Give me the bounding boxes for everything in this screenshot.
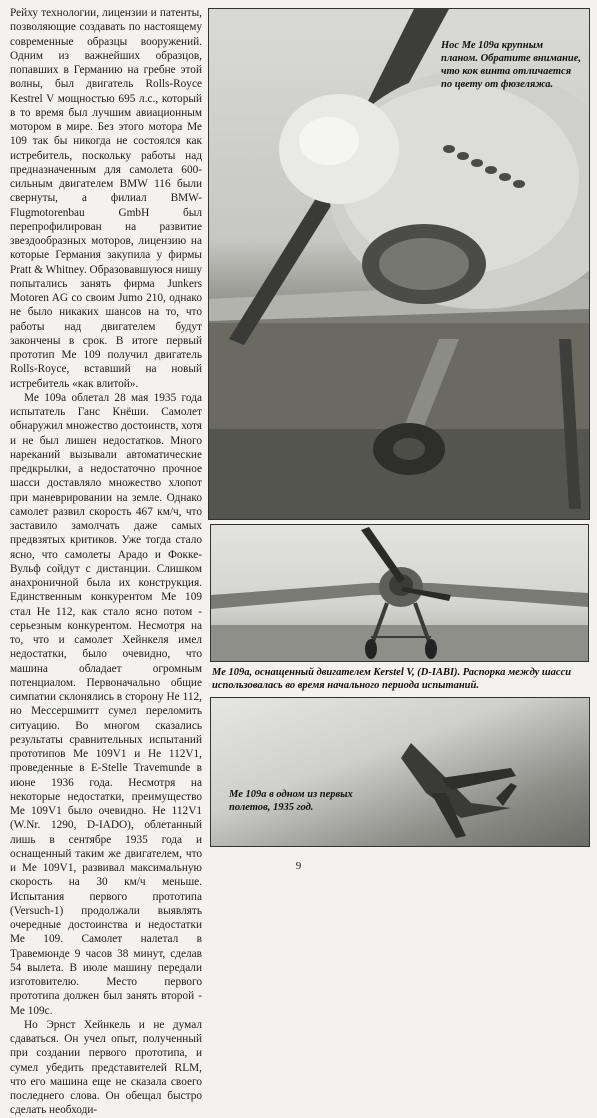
- figure-caption: Ме 109а, оснащенный двигателем Kerstel V, (D-IABI). Распорка между шасси использовалась во время начального периода испытаний.: [212, 667, 572, 691]
- aircraft-front-illustration: [211, 525, 588, 661]
- aircraft-flight-illustration: [211, 698, 589, 846]
- paragraph: Рейху технологии, лицензии и патенты, позволяющие создавать по настоящему современные образцы вооружений. Одним из важнейших образцов, попавших в Германию на гребне этой волны, был двигатель Rolls-Royce Kestrel V мощностью 695 л.с., который в то время был лучшим авиационным мотором в мире. Без этого мотора Ме 109 так бы никогда не состоялся как истребитель, поскольку работы над предназначенным для самолета 600-сильным двигателем BMW 116 были свернуты, а филиал BMW-Flugmotorenbau GmbH был перепрофилирован на развитие звездообразных моторов, лицензию на которые Германия закупила у фирмы Pratt & Whitney. Образовавшуюся нишу попытались занять фирма Junkers Motoren AG со своим Jumo 210, однако не было никаких шансов на то, что работы над двигателем будут закончены в срок. В итоге первый прототип Ме 109 получил двигатель Rolls-Royce, вставший на новый истребитель «как влитой».: [10, 7, 202, 390]
- text-column: [10, 6, 202, 1118]
- photo-front-view: [210, 524, 589, 662]
- figure-caption: Ме 109а в одном из первых полетов, 1935 год.: [229, 789, 353, 813]
- figure-caption: Нос Ме 109а крупным планом. Обратите внимание, что кок винта отличается по цвету от фюзеляжа.: [441, 40, 582, 90]
- paragraph: Ме 109а облетал 28 мая 1935 года испытатель Ганс Кнёши. Самолет обнаружил множество достоинств, хотя и не был лишен недостатков. Много нареканий вызывали автоматические предкрылки, а недостаточно прочное шасси доставляло множество хлопот при маневрировании на земле. Однако самолет развил скорость 467 км/ч, что заставило замолчать даже самых предвзятых критиков. Уже тогда стало ясно, что самолеты Арадо и Фокке-Вульф сойдут с дистанции. Слишком анахроничной была их конструкция. Единственным конкурентом Ме 109 стал Не 112, как стало ясно потом - серьезным конкурентом. Несмотря на то, что и самолет Хейнкеля имел недостатки, было очевидно, что машина обладает огромным потенциалом. Первоначально общие симпатии склонялись в сторону Не 112, но Мессершмитт сумел переломить ситуацию. Во многом сказались результаты сравнительных испытаний прототипов Ме 109V1 и Не 112V1, проведенные в Е-Stelle Travemunde в июне 1936 года. Несмотря на некоторые недостатки, преимущество Ме 109V1 было очевидно. Не 112V1 (W.Nr. 1290, D-IADO), облетанный лишь в сентябре 1935 года и оснащенный таким же двигателем, что и Ме 109V1, развивал максимальную скорость на 30 км/ч меньше. Испытания первого прототипа (Versuch-1) продолжали выявлять очередные достоинства и недостатки Ме 109. Самолет налетал в Травемюнде 9 часов 38 минут, сделав 54 вылета. В июле машину передали изготовителю. Место первого прототипа должен был занять второй - Ме 109с.: [10, 391, 202, 1017]
- page-number: 9: [295, 860, 302, 872]
- paragraph: Но Эрнст Хейнкель и не думал сдаваться. Он учел опыт, полученный при создании первого прототипа, и сумел убедить представителей RLM, что его машина еще не сказала своего последнего слова. Он обещал быстро сделать необходи-: [10, 1018, 202, 1117]
- photo-in-flight: [210, 697, 590, 847]
- photo-nose-closeup: [208, 8, 590, 520]
